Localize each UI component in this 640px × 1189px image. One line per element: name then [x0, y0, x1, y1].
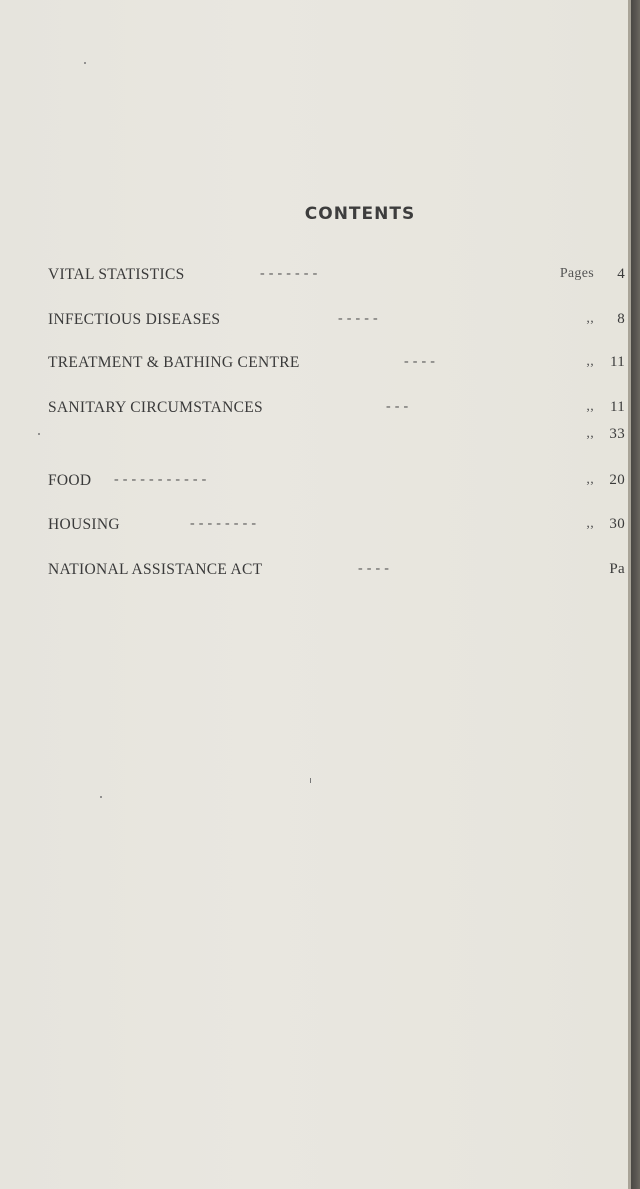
toc-entry-label: VITAL STATISTICS — [48, 266, 185, 283]
toc-entry-food — [48, 472, 632, 494]
toc-pages-label: Pages — [559, 266, 594, 281]
toc-page-number: 11 — [609, 354, 625, 370]
toc-entry-treatment-bathing-centre — [48, 354, 632, 376]
toc-ditto-mark: ,, — [586, 399, 594, 414]
toc-page-number: 33 — [609, 426, 625, 442]
toc-entry-housing — [48, 516, 632, 538]
toc-ditto-mark: ,, — [586, 516, 594, 531]
toc-leader-dashes: - - - - - - - - — [190, 516, 257, 531]
toc-leader-dashes: - - - — [386, 399, 409, 414]
paper-speck — [100, 796, 102, 798]
toc-page-number: 4 — [617, 266, 625, 282]
toc-ditto-mark: ,, — [586, 426, 594, 441]
toc-ditto-mark: ,, — [586, 472, 594, 487]
toc-ditto-mark: ,, — [586, 354, 594, 369]
toc-entry-label: TREATMENT & BATHING CENTRE — [48, 354, 300, 371]
toc-page-number: 8 — [617, 311, 625, 327]
toc-entry-continuation — [48, 426, 632, 448]
page-title: CONTENTS — [304, 204, 416, 224]
toc-entry-label: INFECTIOUS DISEASES — [48, 311, 221, 328]
toc-entry-label: SANITARY CIRCUMSTANCES — [48, 399, 263, 416]
toc-entry-national-assistance-act — [48, 561, 632, 583]
toc-entry-label: FOOD — [48, 472, 92, 489]
toc-page-number: Pa — [609, 561, 625, 577]
toc-leader-dashes: - - - - — [358, 561, 390, 576]
toc-entry-label: HOUSING — [48, 516, 120, 533]
toc-entry-label: NATIONAL ASSISTANCE ACT — [48, 561, 263, 578]
book-gutter — [631, 0, 640, 1189]
toc-entry-infectious-diseases — [48, 311, 632, 333]
toc-entry-vital-statistics — [48, 266, 632, 288]
toc-ditto-mark: ,, — [586, 311, 594, 326]
paper-speck — [84, 62, 86, 64]
toc-page-number: 30 — [609, 516, 625, 532]
toc-entry-sanitary-circumstances — [48, 399, 632, 421]
paper-speck — [310, 778, 311, 783]
toc-leader-dashes: - - - - - - - — [260, 266, 318, 281]
toc-leader-dashes: - - - - - — [338, 311, 379, 326]
toc-leader-dashes: - - - - - - - - - - - — [114, 472, 207, 487]
toc-leader-dashes: - - - - — [404, 354, 436, 369]
toc-page-number: 20 — [609, 472, 625, 488]
paper-speck — [38, 433, 40, 435]
toc-page-number: 11 — [609, 399, 625, 415]
